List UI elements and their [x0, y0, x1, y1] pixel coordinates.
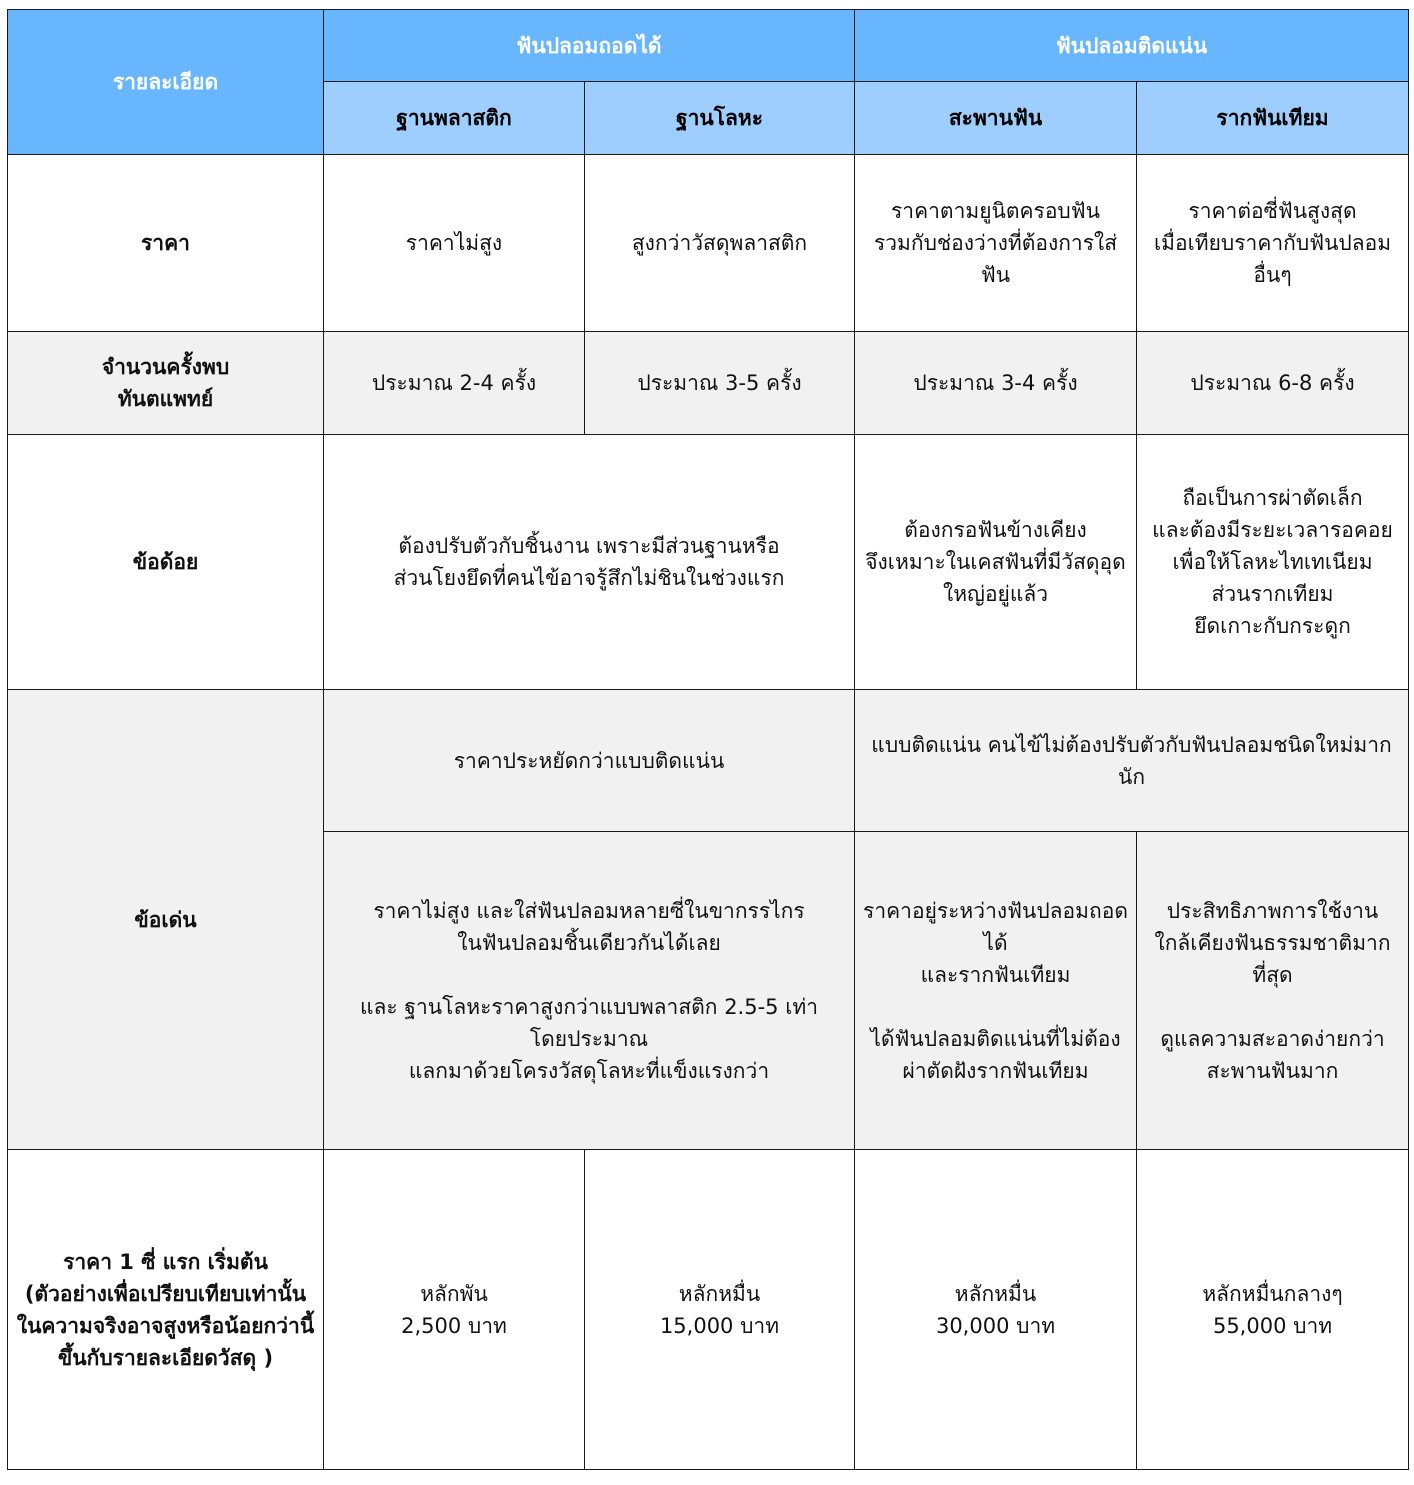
cell-start-price-metal: หลักหมื่น 15,000 บาท	[585, 1150, 855, 1470]
denture-comparison-table	[7, 9, 1409, 1470]
cell-pros-removable-bottom: ราคาไม่สูง และใส่ฟันปลอมหลายซี่ในขากรรไกร ในฟันปลอมชิ้นเดียวกันได้เลย และ ฐานโลหะราคาสูงกว่าแบบพลาสติก 2.5-5 เท่า โดยประมาณ แลกมาด้วยโครงวัสดุโลหะที่แข็งแรงกว่า	[324, 832, 855, 1150]
row-label-pros: ข้อเด่น	[8, 690, 324, 1150]
row-start-price	[8, 1150, 1409, 1470]
row-label-price: ราคา	[8, 155, 324, 332]
row-visits	[8, 332, 1409, 435]
row-pros-top	[8, 690, 1409, 832]
cell-cons-implant: ถือเป็นการผ่าตัดเล็ก และต้องมีระยะเวลารอคอย เพื่อให้โลหะไทเทเนียม ส่วนรากเทียม ยึดเกาะกับกระดูก	[1137, 435, 1409, 690]
cell-visits-metal: ประมาณ 3-5 ครั้ง	[585, 332, 855, 435]
cell-price-metal: สูงกว่าวัสดุพลาสติก	[585, 155, 855, 332]
row-price	[8, 155, 1409, 332]
cell-pros-fixed-top: แบบติดแน่น คนไข้ไม่ต้องปรับตัวกับฟันปลอมชนิดใหม่มากนัก	[855, 690, 1409, 832]
row-cons	[8, 435, 1409, 690]
cell-start-price-plastic: หลักพัน 2,500 บาท	[324, 1150, 585, 1470]
row-label-cons: ข้อด้อย	[8, 435, 324, 690]
row-label-start-price: ราคา 1 ซี่ แรก เริ่มต้น (ตัวอย่างเพื่อเปรียบเทียบเท่านั้น ในความจริงอาจสูงหรือน้อยกว่านี้ ขึ้นกับรายละเอียดวัสดุ )	[8, 1150, 324, 1470]
cell-visits-plastic: ประมาณ 2-4 ครั้ง	[324, 332, 585, 435]
cell-price-implant: ราคาต่อซี่ฟันสูงสุด เมื่อเทียบราคากับฟันปลอมอื่นๆ	[1137, 155, 1409, 332]
cell-price-plastic: ราคาไม่สูง	[324, 155, 585, 332]
cell-price-bridge: ราคาตามยูนิตครอบฟัน รวมกับช่องว่างที่ต้องการใส่ฟัน	[855, 155, 1137, 332]
cell-pros-removable-top: ราคาประหยัดกว่าแบบติดแน่น	[324, 690, 855, 832]
header-fixed-denture: ฟันปลอมติดแน่น	[855, 10, 1409, 82]
header-detail: รายละเอียด	[8, 10, 324, 155]
cell-cons-removable: ต้องปรับตัวกับชิ้นงาน เพราะมีส่วนฐานหรือ ส่วนโยงยึดที่คนไข้อาจรู้สึกไม่ชินในช่วงแรก	[324, 435, 855, 690]
cell-visits-implant: ประมาณ 6-8 ครั้ง	[1137, 332, 1409, 435]
header-removable-denture: ฟันปลอมถอดได้	[324, 10, 855, 82]
cell-pros-implant-bottom: ประสิทธิภาพการใช้งาน ใกล้เคียงฟันธรรมชาติมากที่สุด ดูแลความสะอาดง่ายกว่า สะพานฟันมาก	[1137, 832, 1409, 1150]
header-dental-bridge: สะพานฟัน	[855, 82, 1137, 155]
cell-pros-bridge-bottom: ราคาอยู่ระหว่างฟันปลอมถอดได้ และรากฟันเทียม ได้ฟันปลอมติดแน่นที่ไม่ต้อง ผ่าตัดฝังรากฟันเทียม	[855, 832, 1137, 1150]
header-plastic-base: ฐานพลาสติก	[324, 82, 585, 155]
cell-cons-bridge: ต้องกรอฟันข้างเคียง จึงเหมาะในเคสฟันที่มีวัสดุอุดใหญ่อยู่แล้ว	[855, 435, 1137, 690]
row-label-visits: จำนวนครั้งพบ ทันตแพทย์	[8, 332, 324, 435]
cell-start-price-bridge: หลักหมื่น 30,000 บาท	[855, 1150, 1137, 1470]
header-row-groups	[8, 10, 1409, 82]
header-metal-base: ฐานโลหะ	[585, 82, 855, 155]
cell-start-price-implant: หลักหมื่นกลางๆ 55,000 บาท	[1137, 1150, 1409, 1470]
header-dental-implant: รากฟันเทียม	[1137, 82, 1409, 155]
cell-visits-bridge: ประมาณ 3-4 ครั้ง	[855, 332, 1137, 435]
